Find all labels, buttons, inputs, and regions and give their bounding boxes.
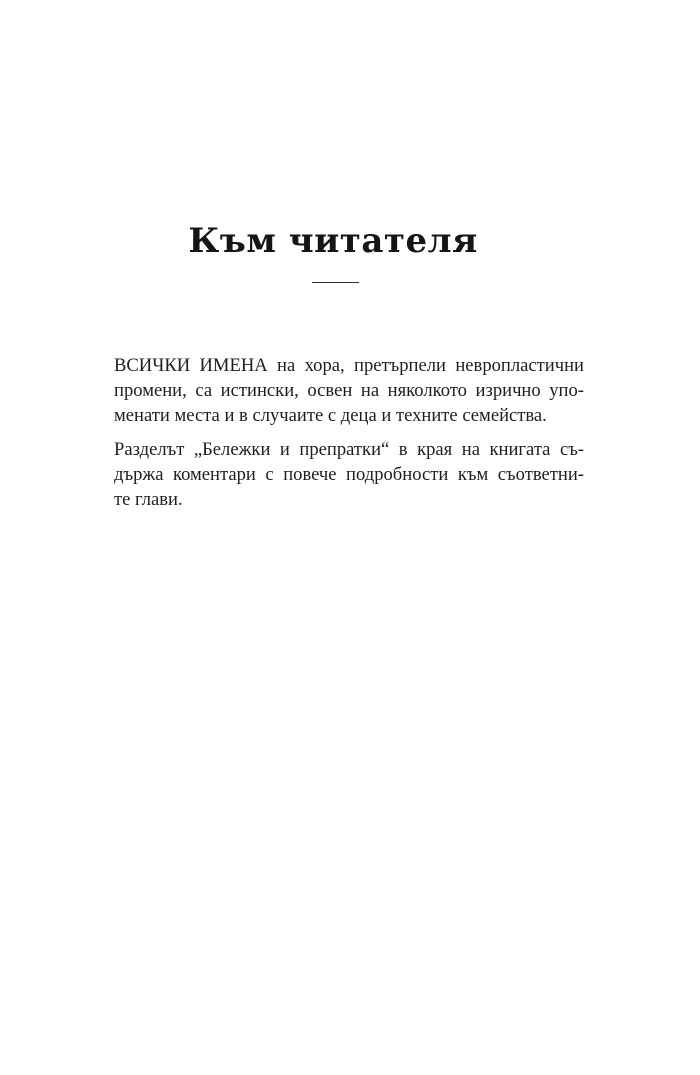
text-line: те глави.: [114, 489, 183, 510]
paragraph-notes-section: [114, 437, 584, 512]
text-line: промени, са истински, освен на няколкото изрично упо-: [114, 380, 584, 401]
page-title: Към читателя: [188, 221, 478, 261]
title-divider: [312, 282, 359, 283]
text-line: Разделът „Бележки и препратки“ в края на книгата съ-: [114, 439, 584, 460]
text-line: ВСИЧКИ ИМЕНА на хора, претърпели невропластични: [114, 355, 584, 376]
text-line: менати места и в случаите с деца и техните семейства.: [114, 405, 547, 426]
text-line: държа коментари с повече подробности към съответни-: [114, 464, 584, 485]
paragraph-names-note: [114, 353, 584, 428]
body-text: [114, 353, 584, 512]
